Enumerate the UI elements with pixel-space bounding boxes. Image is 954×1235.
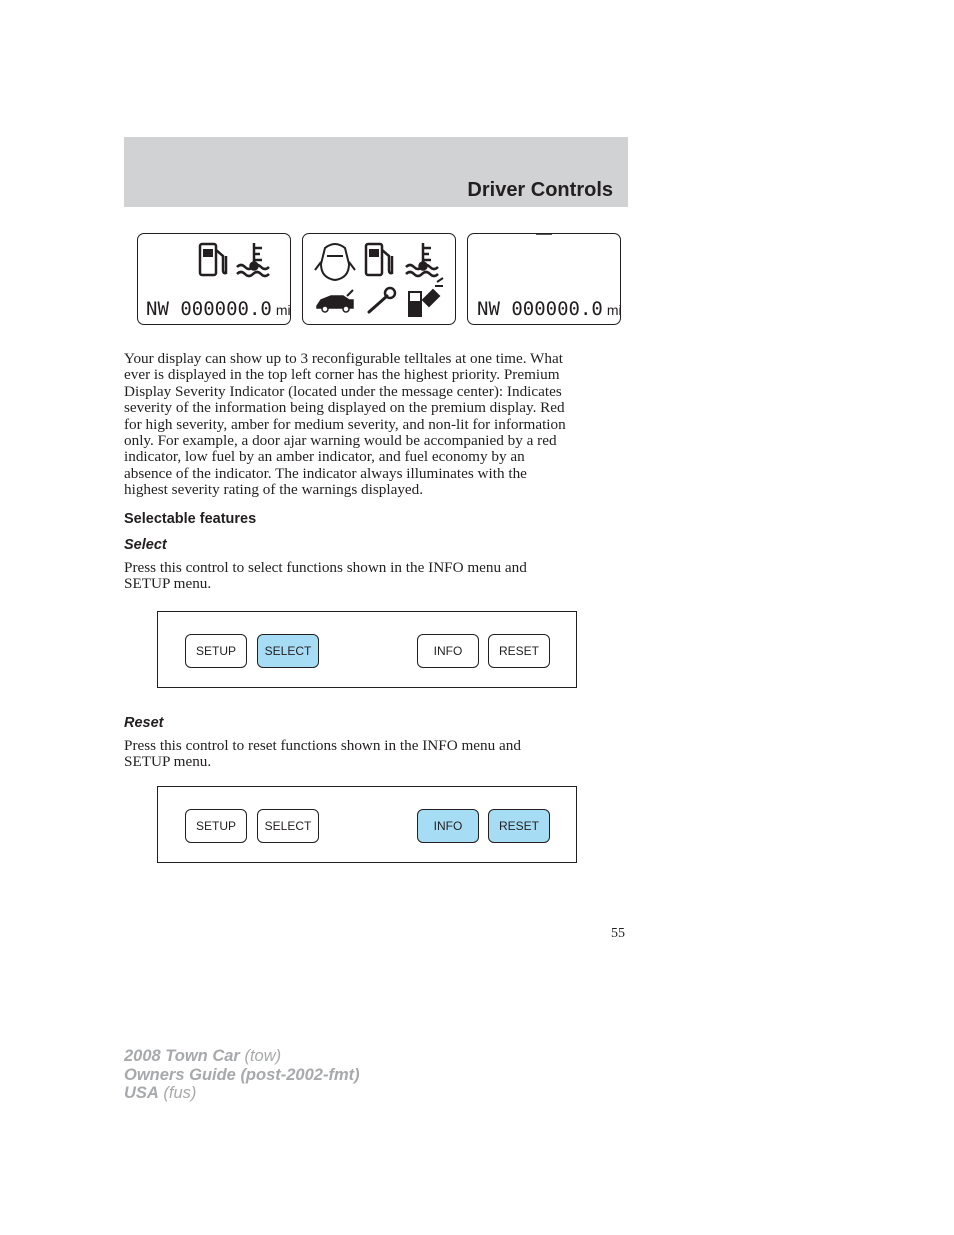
intro-line: absence of the indicator. The indicator always illuminates with the xyxy=(124,464,527,482)
reset-button[interactable]: RESET xyxy=(488,634,550,668)
select-button-panel xyxy=(157,611,577,688)
trunk-ajar-icon xyxy=(317,290,353,312)
door-ajar-icon xyxy=(315,244,355,280)
intro-line: only. For example, a door ajar warning would be accompanied by a red xyxy=(124,432,557,450)
selectable-features-heading: Selectable features xyxy=(124,511,257,527)
odometer-value: NW 000000.0 xyxy=(146,298,272,320)
info-button[interactable]: INFO xyxy=(417,634,479,668)
intro-line: ever is displayed in the top left corner has the highest priority. Premium xyxy=(124,366,560,384)
odometer-readout xyxy=(146,298,291,320)
intro-line: severity of the information being displayed on the premium display. Red xyxy=(124,399,565,417)
select-heading: Select xyxy=(124,537,167,553)
odometer-unit: mi xyxy=(275,302,291,318)
washer-fluid-icon xyxy=(409,278,443,316)
info-button-2[interactable]: INFO xyxy=(417,809,479,843)
intro-line: indicator, low fuel by an amber indicator, and fuel economy by an xyxy=(124,448,525,466)
select-line: SETUP menu. xyxy=(124,575,212,593)
reset-line: Press this control to reset functions shown in the INFO menu and xyxy=(124,737,521,754)
setup-button[interactable]: SETUP xyxy=(185,634,247,668)
footer-market: USA xyxy=(124,1084,159,1102)
header-band xyxy=(124,137,628,207)
footer-market-code: (fus) xyxy=(158,1084,197,1102)
footer-line-2 xyxy=(124,1066,360,1085)
footer-guide: Owners Guide (post-2002-fmt) xyxy=(124,1065,360,1084)
reset-line: SETUP menu. xyxy=(124,753,212,771)
intro-line: Display Severity Indicator (located under the message center): Indicates xyxy=(124,382,562,400)
fuel-pump-icon-2 xyxy=(366,244,392,275)
reset-description xyxy=(124,738,624,771)
select-line: Press this control to select functions shown in the INFO menu and xyxy=(124,559,527,576)
section-title: Driver Controls xyxy=(467,179,613,201)
coolant-temperature-icon xyxy=(237,243,269,276)
select-button[interactable]: SELECT xyxy=(257,634,319,668)
reset-button-2[interactable]: RESET xyxy=(488,809,550,843)
intro-line: Your display can show up to 3 reconfigurable telltales at one time. What xyxy=(124,350,563,367)
footer-line-3 xyxy=(124,1084,360,1103)
select-description xyxy=(124,560,624,593)
setup-button-2[interactable]: SETUP xyxy=(185,809,247,843)
odometer-value-2: NW 000000.0 xyxy=(477,298,603,320)
display-panel-3 xyxy=(467,233,621,325)
intro-line: highest severity rating of the warnings displayed. xyxy=(124,481,424,499)
select-button-2[interactable]: SELECT xyxy=(257,809,319,843)
footer-line-1 xyxy=(124,1047,360,1066)
footer xyxy=(124,1047,360,1103)
display-panel-2 xyxy=(302,233,456,325)
footer-model-code: (tow) xyxy=(239,1047,282,1065)
reset-heading: Reset xyxy=(124,715,164,731)
wrench-icon xyxy=(369,288,395,312)
display-panel-1 xyxy=(137,233,291,325)
intro-line: for high severity, amber for medium severity, and non-lit for information xyxy=(124,415,566,433)
reset-button-panel xyxy=(157,786,577,863)
odometer-readout-2 xyxy=(477,298,622,320)
fuel-pump-icon xyxy=(200,244,226,275)
footer-model: 2008 Town Car xyxy=(124,1047,240,1065)
coolant-temperature-icon-2 xyxy=(406,243,438,276)
odometer-unit-2: mi xyxy=(606,302,622,318)
page-number: 55 xyxy=(611,926,625,941)
intro-paragraph xyxy=(124,351,624,499)
